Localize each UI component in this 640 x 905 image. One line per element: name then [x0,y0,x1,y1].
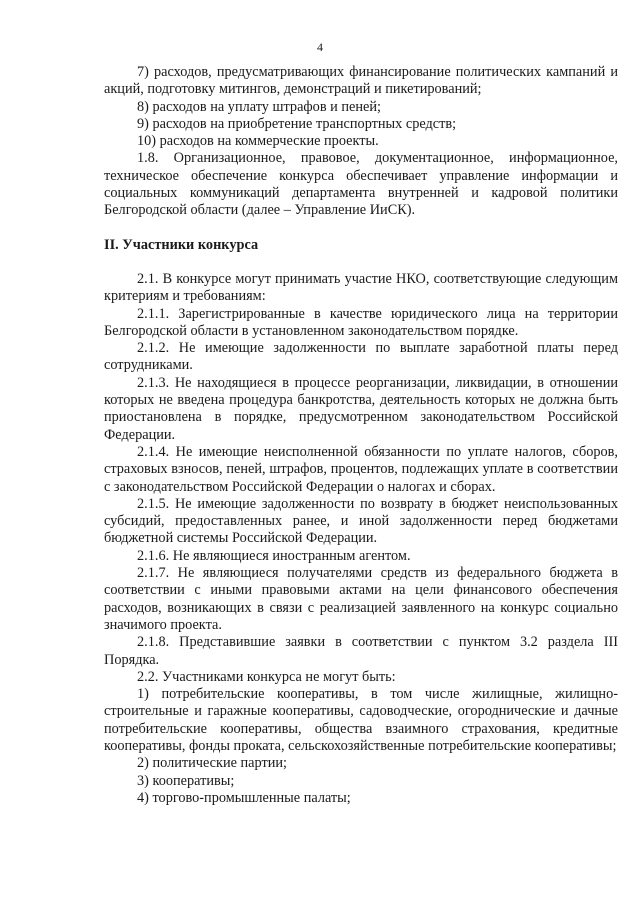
paragraph-2-2: 2.2. Участниками конкурса не могут быть: [137,668,396,685]
paragraph-2-1: 2.1. В конкурсе могут принимать участие НКО, соответствующие следующим критериям и требованиям: [104,270,618,305]
list-item-7: 7) расходов, предусматривающих финансирование политических кампаний и акций, подготовку митингов, демонстраций и пикетирований; [104,64,618,98]
paragraph-2-1-5: 2.1.5. Не имеющие задолженности по возврату в бюджет неиспользованных субсидий, предоставленных ранее, и иной задолженности перед бюджетами бюджетной системы Российской Федерации. [104,495,618,547]
paragraph-2-1-2: 2.1.2. Не имеющие задолженности по выплате заработной платы перед сотрудниками. [104,340,618,374]
list-item-9: 9) расходов на приобретение транспортных средств; [137,115,457,132]
list-item-2-2-3: 3) кооперативы; [137,772,235,789]
paragraph-2-1-6: 2.1.6. Не являющиеся иностранным агентом. [137,547,411,564]
list-item-2-2-2: 2) политические партии; [137,755,288,772]
paragraph-2-1-1: 2.1.1. Зарегистрированные в качестве юридического лица на территории Белгородской области в установленном законодательством порядке. [104,305,618,339]
list-item-10: 10) расходов на коммерческие проекты. [137,133,379,150]
paragraph-1-8: 1.8. Организационное, правовое, документационное, информационное, техническое обеспечение конкурса обеспечивает управление информации и социальных коммуникаций департамента внутренней и кадровой политики Белгородской области (далее – Управление ИиСК). [104,150,618,219]
list-item-2-2-1: 1) потребительские кооперативы, в том числе жилищные, жилищно-строительные и гаражные кооперативы, садоводческие, огороднические и дачные потребительские кооперативы, общества взаимного страхования, кредитные кооперативы, фонды проката, сельскохозяйственные потребительские кооперативы; [104,686,618,754]
document-body [104,64,618,807]
section-title: II. Участники конкурса [104,236,259,253]
list-item-2-2-4: 4) торгово-промышленные палаты; [137,789,351,806]
list-item-8: 8) расходов на уплату штрафов и пеней; [137,98,381,115]
paragraph-2-1-3: 2.1.3. Не находящиеся в процессе реорганизации, ликвидации, в отношении которых не введена процедура банкротства, деятельность которых не должна быть приостановлена в порядке, предусмотренном законодательством Российской Федерации. [104,374,618,443]
paragraph-2-1-8: 2.1.8. Представившие заявки в соответствии с пунктом 3.2 раздела III Порядка. [104,634,618,668]
page-number: 4 [317,40,323,54]
paragraph-2-1-4: 2.1.4. Не имеющие неисполненной обязанности по уплате налогов, сборов, страховых взносов, пеней, штрафов, процентов, подлежащих уплате в соответствии с законодательством Российской Федерации о налогах и сборах. [104,443,618,495]
paragraph-2-1-7: 2.1.7. Не являющиеся получателями средств из федерального бюджета в соответствии с иными правовыми актами на цели финансового обеспечения расходов, возникающих в связи с реализацией заявленного на конкурс социально значимого проекта. [104,565,618,633]
